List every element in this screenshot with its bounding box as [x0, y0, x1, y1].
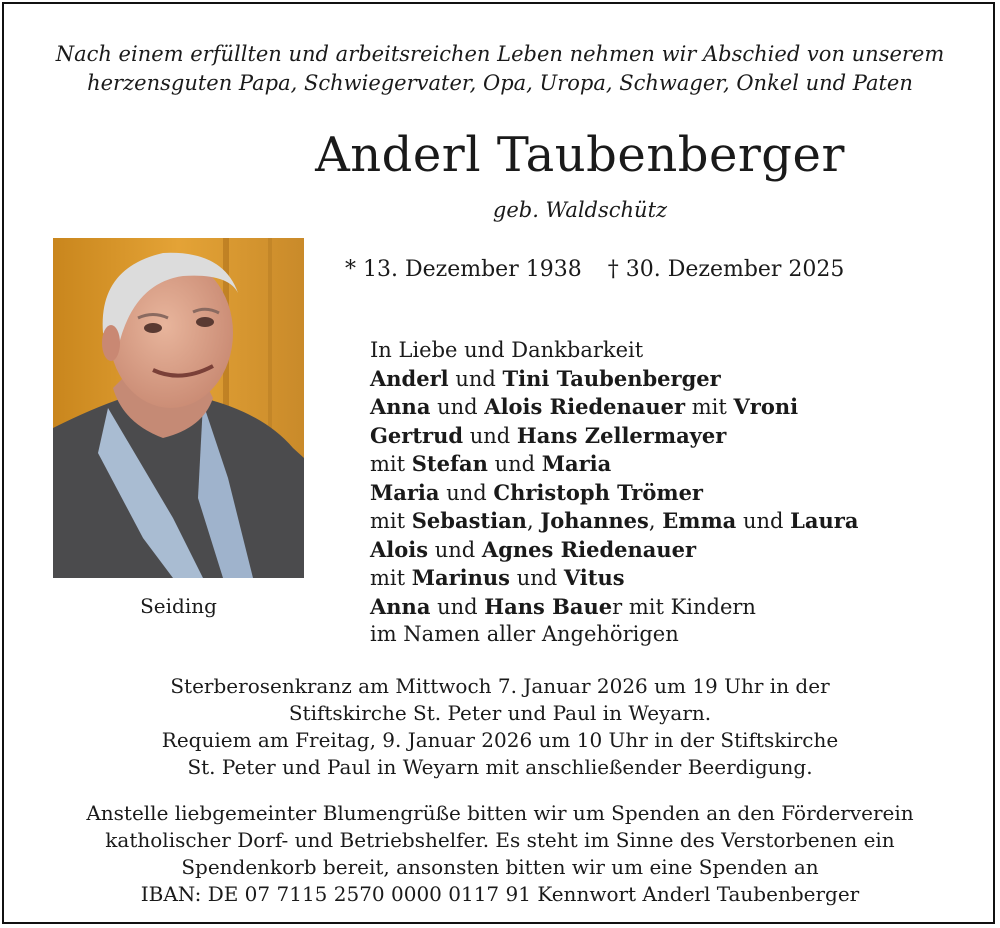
- service-line: Sterberosenkranz am Mittwoch 7. Januar 2026 um 19 Uhr in der: [170, 674, 830, 698]
- mourner-line: Alois und Agnes Riedenauer: [370, 536, 697, 562]
- mourner-name: Anna: [370, 394, 431, 419]
- portrait-illustration: [53, 238, 304, 578]
- donation-notice: [0, 800, 1000, 908]
- mourner-name: Anderl: [370, 365, 449, 391]
- mourner-name: Maria: [370, 479, 440, 505]
- mourner-name: Emma: [662, 508, 737, 533]
- mourner-name: Laura: [790, 508, 859, 533]
- mourner-name: Hans Baue: [484, 593, 613, 619]
- donation-line: Anstelle liebgemeinter Blumengrüße bitten wir um Spenden an den Förderverein: [86, 801, 914, 825]
- service-line: Requiem am Freitag, 9. Januar 2026 um 10 Uhr in der Stiftskirche: [161, 728, 839, 752]
- birth-date: * 13. Dezember 1938: [345, 257, 582, 282]
- service-line: St. Peter und Paul in Weyarn mit anschließender Beerdigung.: [187, 755, 813, 779]
- mourners-closing: im Namen aller Angehörigen: [370, 622, 679, 646]
- intro-line: herzensguten Papa, Schwiegervater, Opa, Uropa, Schwager, Onkel und Paten: [87, 71, 913, 95]
- mourner-name: Anna: [370, 593, 431, 619]
- service-details: [0, 673, 1000, 781]
- mourner-line: Anderl und Tini Taubenberger: [370, 365, 721, 391]
- service-line: Stiftskirche St. Peter und Paul in Weyarn.: [288, 701, 712, 725]
- photo-caption: Seiding: [140, 594, 217, 618]
- mourner-name: Agnes Riedenauer: [481, 536, 697, 562]
- donation-line: katholischer Dorf- und Betriebshelfer. Es steht im Sinne des Verstorbenen ein: [105, 828, 895, 852]
- death-date: † 30. Dezember 2025: [607, 257, 845, 282]
- mourners-intro: In Liebe und Dankbarkeit: [370, 338, 644, 362]
- mourner-line: mit Stefan und Maria: [370, 451, 612, 476]
- intro-line: Nach einem erfüllten und arbeitsreichen Leben nehmen wir Abschied von unserem: [55, 42, 945, 66]
- intro-text: [0, 40, 1000, 98]
- mourner-name: Christoph Trömer: [493, 479, 703, 505]
- mourner-name: Alois: [370, 536, 429, 562]
- mourner-line: Maria und Christoph Trömer: [370, 479, 703, 505]
- donation-line: Spendenkorb bereit, ansonsten bitten wir um eine Spenden an: [181, 855, 819, 879]
- iban-line: IBAN: DE 07 7115 2570 0000 0117 91 Kennwort Anderl Taubenberger: [140, 882, 860, 906]
- birth-name: geb. Waldschütz: [492, 198, 668, 222]
- mourner-name: Vitus: [563, 565, 625, 590]
- life-dates: [345, 255, 844, 285]
- mourner-name: Gertrud: [370, 422, 464, 448]
- mourner-name: Stefan: [411, 451, 488, 476]
- portrait-photo: [53, 238, 304, 578]
- mourners-list: [370, 337, 858, 649]
- mourner-line: mit Marinus und Vitus: [370, 565, 625, 590]
- deceased-name: Anderl Taubenberger: [315, 127, 845, 183]
- mourner-line: Anna und Hans Bauer mit Kindern: [370, 593, 756, 619]
- mourner-name: Tini Taubenberger: [502, 365, 721, 391]
- mourner-name: Marinus: [411, 565, 511, 590]
- mourner-name: Vroni: [733, 394, 799, 419]
- mourner-line: Gertrud und Hans Zellermayer: [370, 422, 727, 448]
- mourner-line: mit Sebastian, Johannes, Emma und Laura: [370, 508, 859, 533]
- mourner-name: Johannes: [540, 508, 649, 533]
- mourner-name: Hans Zellermayer: [516, 422, 727, 448]
- mourner-name: Maria: [541, 451, 612, 476]
- mourner-name: Alois Riedenauer: [484, 394, 686, 419]
- mourner-line: Anna und Alois Riedenauer mit Vroni: [370, 394, 799, 419]
- mourner-name: Sebastian: [411, 508, 527, 533]
